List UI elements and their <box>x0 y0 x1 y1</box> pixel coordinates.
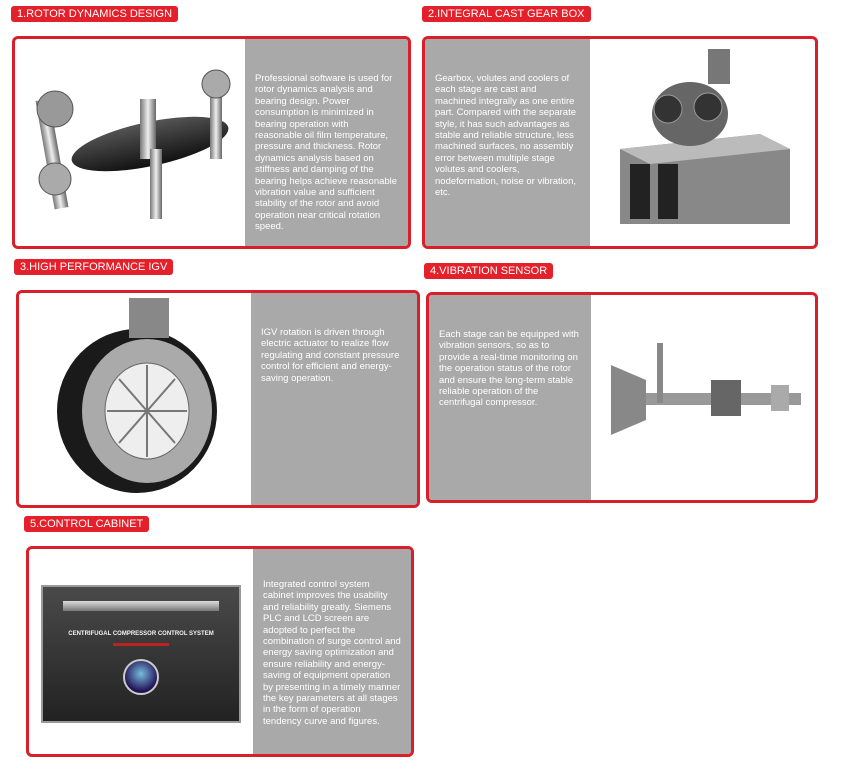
section-card-control-cabinet <box>26 546 414 757</box>
section-title-igv: 3.HIGH PERFORMANCE IGV <box>14 259 173 275</box>
rotor-description: Professional software is used for rotor dynamics analysis and bearing design. Power consumption is minimized in bearing operation with reasonable oil film temperature, pressure and thickness. Rotor dynamics analysis based on stiffness and damping of the bearing helps achieve reasonable vibration value and sufficient stability of the rotor and avoid operation near critical rotation speed. <box>245 39 408 246</box>
panel-indicator-bar <box>113 643 169 646</box>
section-card-gear-box <box>422 36 818 249</box>
power-button-icon <box>123 659 159 695</box>
section-title-vibration-sensor: 4.VIBRATION SENSOR <box>424 263 553 279</box>
rotor-image <box>15 39 245 246</box>
section-title-control-cabinet: 5.CONTROL CABINET <box>24 516 149 532</box>
section-title-rotor-dynamics: 1.ROTOR DYNAMICS DESIGN <box>11 6 178 22</box>
cabinet-description: Integrated control system cabinet improves the usability and reliability greatly. Siemens PLC and LCD screen are adopted to perfect the combination of surge control and energy saving optimization and ensure reliability and energy-saving of equipment operation by presenting in a timely manner the key parameters at all stages in the form of operation tendency curve and figures. <box>253 549 411 754</box>
igv-description: IGV rotation is driven through electric actuator to realize flow regulating and constant pressure control for efficient and energy-saving operation. <box>251 293 417 505</box>
shaft-image <box>591 295 815 500</box>
control-panel <box>41 585 241 723</box>
cabinet-image <box>29 549 253 754</box>
gearbox-image <box>590 39 815 246</box>
section-card-rotor-dynamics <box>12 36 411 249</box>
vibration-description: Each stage can be equipped with vibration sensors, so as to provide a real-time monitoring on the operation status of the rotor and ensure the long-term stable reliable operation of the centrifugal compressor. <box>429 295 591 500</box>
section-card-igv <box>16 290 420 508</box>
igv-image <box>19 293 251 505</box>
panel-label: CENTRIFUGAL COMPRESSOR CONTROL SYSTEM <box>68 631 214 637</box>
section-card-vibration-sensor <box>426 292 818 503</box>
section-title-gear-box: 2.INTEGRAL CAST GEAR BOX <box>422 6 591 22</box>
gearbox-description: Gearbox, volutes and coolers of each stage are cast and machined integrally as one entire part. Compared with the separate style, it has such advantages as stable and reliable structure, less machined surfaces, no assembly error between multiple stage volutes and coolers, nodeformation, noise or vibration, etc. <box>425 39 590 246</box>
panel-light-bar <box>63 601 219 611</box>
